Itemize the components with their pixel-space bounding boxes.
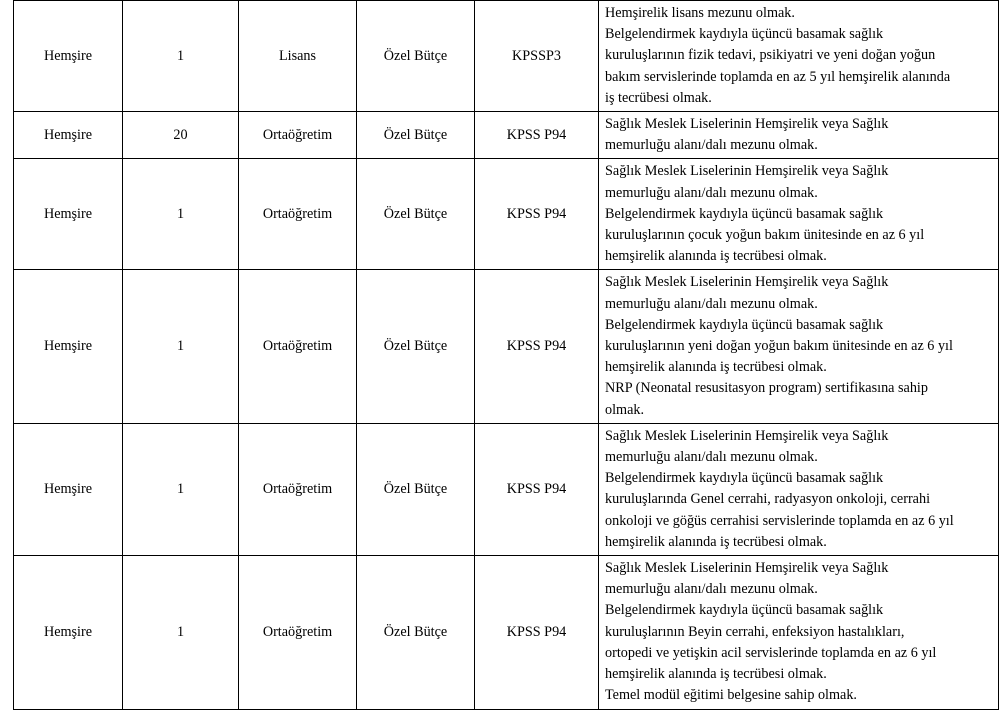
budget-cell: Özel Bütçe: [357, 159, 475, 270]
requirement-line: Temel modül eğitimi belgesine sahip olmak.: [605, 687, 857, 704]
requirement-line: memurluğu alanı/dalı mezunu olmak.: [605, 449, 818, 466]
position-cell: Hemşire: [14, 423, 123, 555]
position-cell: Hemşire: [14, 270, 123, 423]
count-cell: 1: [123, 159, 239, 270]
requirement-line: memurluğu alanı/dalı mezunu olmak.: [605, 581, 818, 598]
count-cell: 1: [123, 270, 239, 423]
requirements-cell: [599, 112, 999, 159]
requirement-line: Sağlık Meslek Liselerinin Hemşirelik veya Sağlık: [605, 116, 889, 133]
requirement-line: kuruluşlarında Genel cerrahi, radyasyon onkoloji, cerrahi: [605, 491, 931, 508]
requirement-line: Belgelendirmek kaydıyla üçüncü basamak sağlık: [605, 205, 884, 222]
requirement-line: kuruluşlarının Beyin cerrahi, enfeksiyon hastalıkları,: [605, 623, 905, 640]
requirement-line: hemşirelik alanında iş tecrübesi olmak.: [605, 248, 827, 265]
count-cell: 1: [123, 1, 239, 112]
position-cell: Hemşire: [14, 112, 123, 159]
table-row: [14, 556, 999, 709]
requirement-line: memurluğu alanı/dalı mezunu olmak.: [605, 184, 818, 201]
score-type-cell: KPSS P94: [475, 423, 599, 555]
requirement-line: ortopedi ve yetişkin acil servislerinde toplamda en az 6 yıl: [605, 644, 937, 661]
requirement-line: iş tecrübesi olmak.: [605, 89, 712, 106]
requirements-cell: [599, 270, 999, 423]
budget-cell: Özel Bütçe: [357, 556, 475, 709]
education-cell: Ortaöğretim: [239, 270, 357, 423]
table-row: [14, 423, 999, 555]
position-cell: Hemşire: [14, 556, 123, 709]
education-cell: Ortaöğretim: [239, 556, 357, 709]
requirement-line: hemşirelik alanında iş tecrübesi olmak.: [605, 533, 827, 550]
education-cell: Lisans: [239, 1, 357, 112]
requirement-line: bakım servislerinde toplamda en az 5 yıl hemşirelik alanında: [605, 68, 951, 85]
education-cell: Ortaöğretim: [239, 112, 357, 159]
requirement-line: Sağlık Meslek Liselerinin Hemşirelik veya Sağlık: [605, 274, 889, 291]
position-cell: Hemşire: [14, 159, 123, 270]
requirement-line: Belgelendirmek kaydıyla üçüncü basamak sağlık: [605, 26, 884, 43]
count-cell: 1: [123, 556, 239, 709]
requirement-line: kuruluşlarının çocuk yoğun bakım ünitesinde en az 6 yıl: [605, 227, 925, 244]
requirement-line: Hemşirelik lisans mezunu olmak.: [605, 5, 795, 21]
education-cell: Ortaöğretim: [239, 159, 357, 270]
requirement-line: Belgelendirmek kaydıyla üçüncü basamak sağlık: [605, 470, 884, 487]
count-cell: 20: [123, 112, 239, 159]
score-type-cell: KPSS P94: [475, 270, 599, 423]
requirement-line: memurluğu alanı/dalı mezunu olmak.: [605, 137, 818, 154]
requirements-cell: [599, 1, 999, 112]
requirement-line: Belgelendirmek kaydıyla üçüncü basamak sağlık: [605, 316, 884, 333]
budget-cell: Özel Bütçe: [357, 112, 475, 159]
positions-table: [13, 0, 999, 710]
table-row: [14, 1, 999, 112]
requirements-cell: [599, 556, 999, 709]
count-cell: 1: [123, 423, 239, 555]
positions-table-body: [14, 1, 999, 710]
requirement-line: Sağlık Meslek Liselerinin Hemşirelik veya Sağlık: [605, 163, 889, 180]
table-row: [14, 112, 999, 159]
requirement-line: NRP (Neonatal resusitasyon program) sertifikasına sahip: [605, 380, 928, 397]
requirement-line: onkoloji ve göğüs cerrahisi servislerinde toplamda en az 6 yıl: [605, 512, 954, 529]
table-row: [14, 159, 999, 270]
budget-cell: Özel Bütçe: [357, 423, 475, 555]
requirements-cell: [599, 423, 999, 555]
requirement-line: Belgelendirmek kaydıyla üçüncü basamak sağlık: [605, 602, 884, 619]
requirement-line: hemşirelik alanında iş tecrübesi olmak.: [605, 359, 827, 376]
score-type-cell: KPSS P94: [475, 159, 599, 270]
requirement-line: Sağlık Meslek Liselerinin Hemşirelik veya Sağlık: [605, 427, 889, 444]
requirement-line: hemşirelik alanında iş tecrübesi olmak.: [605, 666, 827, 683]
requirement-line: Sağlık Meslek Liselerinin Hemşirelik veya Sağlık: [605, 560, 889, 577]
budget-cell: Özel Bütçe: [357, 1, 475, 112]
budget-cell: Özel Bütçe: [357, 270, 475, 423]
score-type-cell: KPSS P94: [475, 112, 599, 159]
requirement-line: olmak.: [605, 401, 645, 418]
requirements-cell: [599, 159, 999, 270]
requirement-line: kuruluşlarının fizik tedavi, psikiyatri ve yeni doğan yoğun: [605, 47, 936, 64]
score-type-cell: KPSS P94: [475, 556, 599, 709]
score-type-cell: KPSSP3: [475, 1, 599, 112]
table-row: [14, 270, 999, 423]
position-cell: Hemşire: [14, 1, 123, 112]
education-cell: Ortaöğretim: [239, 423, 357, 555]
requirement-line: memurluğu alanı/dalı mezunu olmak.: [605, 295, 818, 312]
requirement-line: kuruluşlarının yeni doğan yoğun bakım ünitesinde en az 6 yıl: [605, 338, 953, 355]
